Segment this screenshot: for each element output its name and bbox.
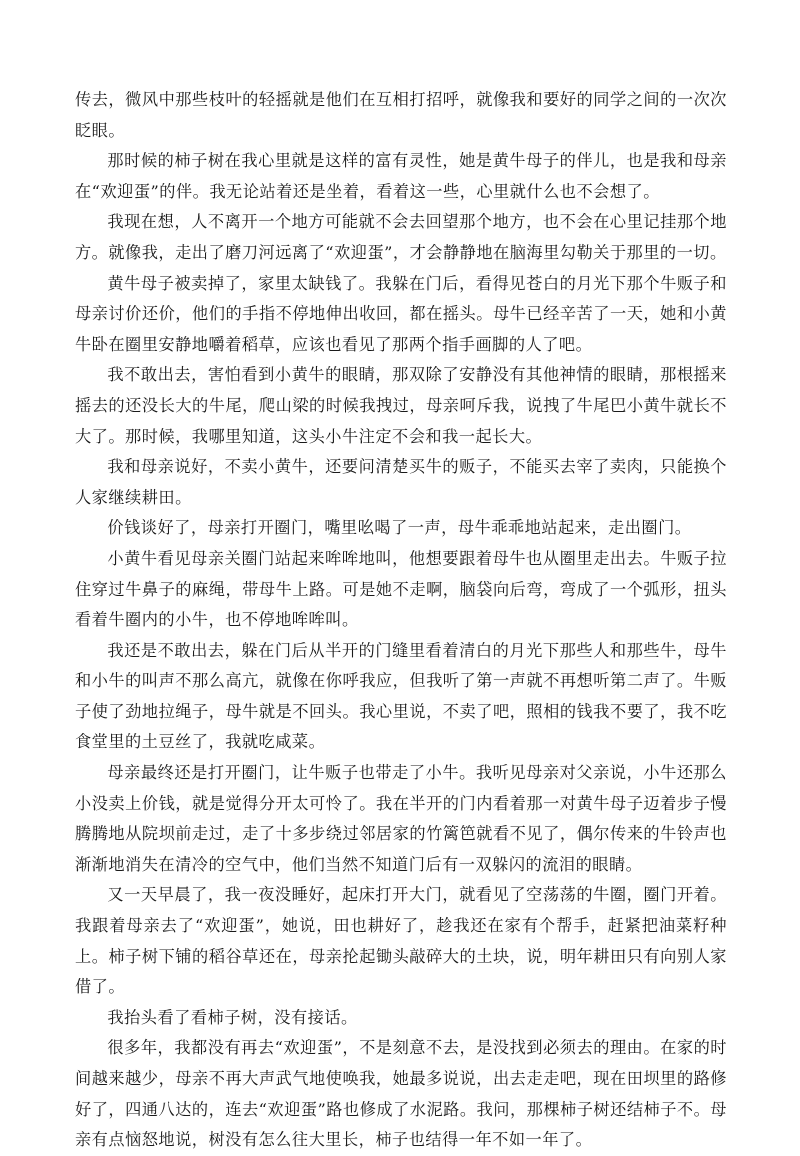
paragraph-2: 那时候的柿子树在我心里就是这样的富有灵性，她是黄牛母子的伴儿，也是我和母亲在“欢迎蛋”的伴。我无论站着还是坐着，看着这一些，心里就什么也不会想了。 <box>75 151 727 201</box>
paragraph-7: 价钱谈好了，母亲打开圈门，嘴里吆喝了一声，母牛乖乖地站起来，走出圈门。 <box>107 518 692 538</box>
paragraph-13: 很多年，我都没有再去“欢迎蛋”，不是刻意不去，是没找到必须去的理由。在家的时间越来越少，母亲不再大声武气地使唤我，她最多说说，出去走走吧，现在田坝里的路修好了，四通八达的，连去“欢迎蛋”路也修成了水泥路。我问，那棵柿子树还结柿子不。母亲有点恼怒地说，树没有怎么往大里长，柿子也结得一年不如一年了。 <box>75 1038 727 1150</box>
paragraph-10: 母亲最终还是打开圈门，让牛贩子也带走了小牛。我听见母亲对父亲说，小牛还那么小没卖上价钱，就是觉得分开太可怜了。我在半开的门内看着那一对黄牛母子迈着步子慢腾腾地从院坝前走过，走了十多步绕过邻居家的竹篱笆就看不见了，偶尔传来的牛铃声也渐渐地消失在清冷的空气中，他们当然不知道门后有一双躲闪的流泪的眼睛。 <box>75 763 727 874</box>
paragraph-3: 我现在想，人不离开一个地方可能就不会去回望那个地方，也不会在心里记挂那个地方。就像我，走出了磨刀河远离了“欢迎蛋”，才会静静地在脑海里勾勒关于那里的一切。 <box>75 212 727 262</box>
paragraph-5: 我不敢出去，害怕看到小黄牛的眼睛，那双除了安静没有其他神情的眼睛，那根摇来摇去的还没长大的牛尾，爬山梁的时候我拽过，母亲呵斥我，说拽了牛尾巴小黄牛就长不大了。那时候，我哪里知道，这头小牛注定不会和我一起长大。 <box>75 365 727 446</box>
paragraph-1: 传去，微风中那些枝叶的轻摇就是他们在互相打招呼，就像我和要好的同学之间的一次次眨眼。 <box>75 90 727 140</box>
paragraph-8: 小黄牛看见母亲关圈门站起来哞哞地叫，他想要跟着母牛也从圈里走出去。牛贩子拉住穿过牛鼻子的麻绳，带母牛上路。可是她不走啊，脑袋向后弯，弯成了一个弧形，扭头看着牛圈内的小牛，也不停地哞哞叫。 <box>75 548 727 630</box>
paragraph-12: 我抬头看了看柿子树，没有接话。 <box>107 1007 358 1027</box>
paragraph-9: 我还是不敢出去，躲在门后从半开的门缝里看着清白的月光下那些人和那些牛，母牛和小牛的叫声不那么高亢，就像在你呼我应，但我听了第一声就不再想听第二声了。牛贩子使了劲地拉绳子，母牛就是不回头。我心里说，不卖了吧，照相的钱我不要了，我不吃食堂里的土豆丝了，我就吃咸菜。 <box>75 640 727 752</box>
paragraph-4: 黄牛母子被卖掉了，家里太缺钱了。我躲在门后，看得见苍白的月光下那个牛贩子和母亲讨价还价，他们的手指不停地伸出收回，都在摇头。母牛已经辛苦了一天，她和小黄牛卧在圈里安静地嚼着稻草，应该也看见了那两个指手画脚的人了吧。 <box>75 273 727 354</box>
article-body <box>75 85 727 1156</box>
paragraph-11: 又一天早晨了，我一夜没睡好，起床打开大门，就看见了空荡荡的牛圈，圈门开着。我跟着母亲去了“欢迎蛋”，她说，田也耕好了，趁我还在家有个帮手，赶紧把油菜籽种上。柿子树下铺的稻谷草还在，母亲抡起锄头敲碎大的土块，说，明年耕田只有向别人家借了。 <box>75 885 727 997</box>
paragraph-6: 我和母亲说好，不卖小黄牛，还要问清楚买牛的贩子，不能买去宰了卖肉，只能换个人家继续耕田。 <box>75 457 727 507</box>
